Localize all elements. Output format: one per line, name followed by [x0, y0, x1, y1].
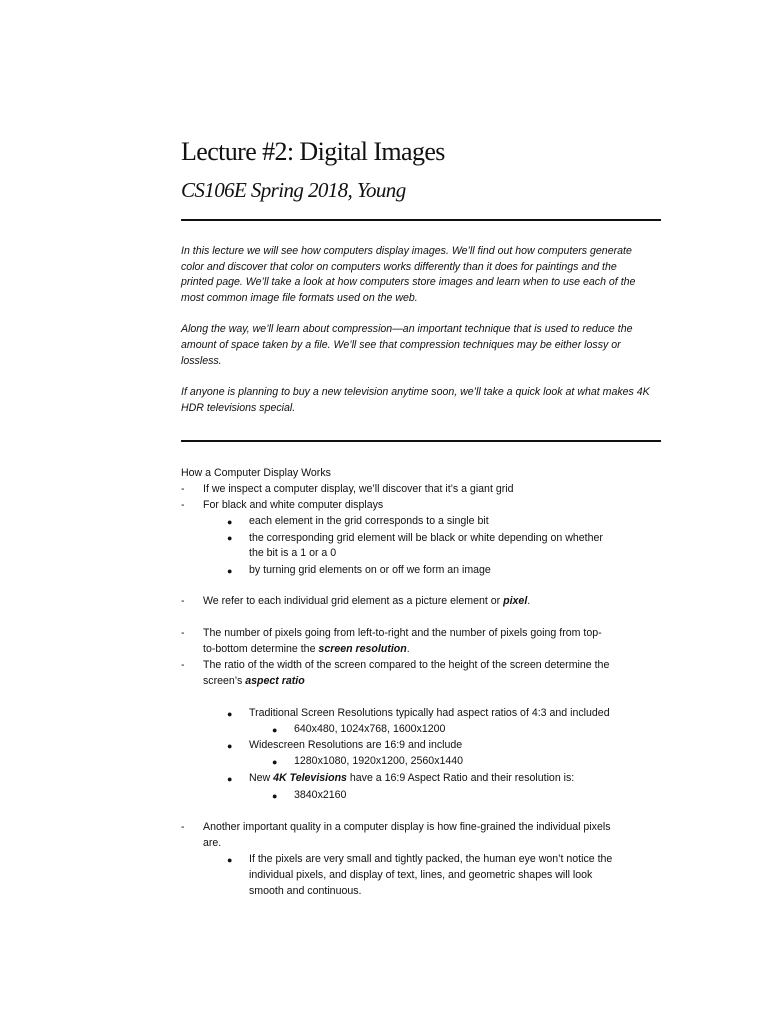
list-item: For black and white computer displays — [203, 499, 384, 511]
dash-marker: - — [181, 627, 185, 639]
list-item: Another important quality in a computer display is how fine-grained the individual pixels — [203, 821, 611, 833]
list-item: Traditional Screen Resolutions typically had aspect ratios of 4:3 and included — [249, 707, 610, 719]
dash-marker: - — [181, 659, 185, 671]
intro-block — [181, 244, 651, 432]
header-divider — [181, 219, 661, 221]
list-item: The ratio of the width of the screen compared to the height of the screen determine the — [203, 659, 610, 671]
lecture-title: Lecture #2: Digital Images — [181, 137, 445, 166]
bullet-marker: ● — [227, 517, 233, 527]
bullet-marker: ● — [272, 725, 278, 735]
dash-marker: - — [181, 499, 185, 511]
list-item: New 4K Televisions have a 16:9 Aspect Ratio and their resolution is: — [249, 772, 575, 784]
bullet-marker: ● — [272, 791, 278, 801]
list-item: 1280x1080, 1920x1200, 2560x1440 — [294, 755, 464, 767]
list-item: each element in the grid corresponds to a single bit — [249, 515, 489, 527]
term-4k-televisions: 4K Televisions — [273, 772, 347, 784]
dash-marker: - — [181, 483, 185, 495]
list-item: 3840x2160 — [294, 789, 347, 801]
bullet-marker: ● — [272, 757, 278, 767]
term-screen-resolution: screen resolution — [318, 643, 407, 655]
dash-marker: - — [181, 821, 185, 833]
list-item: If the pixels are very small and tightly packed, the human eye won’t notice the — [249, 853, 613, 865]
bullet-marker: ● — [227, 566, 233, 576]
course-subtitle: CS106E Spring 2018, Young — [181, 178, 406, 202]
list-item-continuation: screen’s aspect ratio — [203, 675, 305, 687]
bullet-marker: ● — [227, 774, 233, 784]
bullet-marker: ● — [227, 855, 233, 865]
list-item-continuation: the bit is a 1 or a 0 — [249, 547, 337, 559]
term-pixel: pixel — [503, 595, 528, 607]
intro-paragraph: In this lecture we will see how computers display images. We’ll find out how computers generate color and discover that color on computers works differently than it does for paintings and the printed page. We’ll take a look at how computers store images and learn when to use each of the most common image file formats used on the web. — [181, 245, 636, 304]
bullet-marker: ● — [227, 741, 233, 751]
section-heading: How a Computer Display Works — [181, 467, 331, 479]
bullet-marker: ● — [227, 709, 233, 719]
list-item: the corresponding grid element will be black or white depending on whether — [249, 532, 603, 544]
intro-divider — [181, 440, 661, 442]
bullet-marker: ● — [227, 533, 233, 543]
list-item-continuation: smooth and continuous. — [249, 885, 362, 897]
list-item: 640x480, 1024x768, 1600x1200 — [294, 723, 446, 735]
list-item: We refer to each individual grid element as a picture element or pixel. — [203, 595, 531, 607]
intro-paragraph: Along the way, we’ll learn about compression—an important technique that is used to reduce the amount of space taken by a file. We’ll see that compression techniques may be either lossy or lossless. — [181, 323, 633, 367]
list-item: by turning grid elements on or off we form an image — [249, 564, 491, 576]
dash-marker: - — [181, 595, 185, 607]
list-item-continuation: are. — [203, 837, 222, 849]
list-item: If we inspect a computer display, we’ll discover that it’s a giant grid — [203, 483, 514, 495]
list-item: Widescreen Resolutions are 16:9 and include — [249, 739, 463, 751]
intro-paragraph: If anyone is planning to buy a new television anytime soon, we’ll take a quick look at what makes 4K HDR televisions special. — [181, 386, 650, 414]
list-item-continuation: to-bottom determine the screen resolution. — [203, 643, 410, 655]
list-item: The number of pixels going from left-to-right and the number of pixels going from top- — [203, 627, 602, 639]
list-item-continuation: individual pixels, and display of text, lines, and geometric shapes will look — [249, 869, 593, 881]
term-aspect-ratio: aspect ratio — [245, 675, 305, 687]
